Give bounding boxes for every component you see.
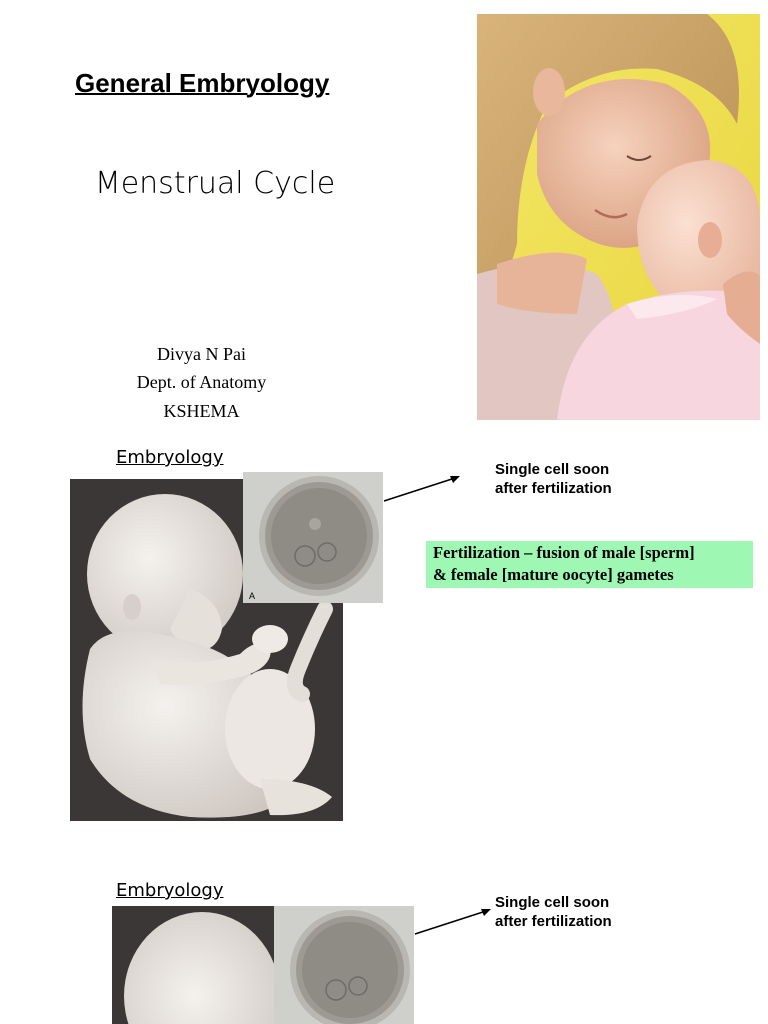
- fertilization-callout: [426, 541, 753, 588]
- micrograph-label: A: [249, 591, 256, 601]
- zygote-micrograph-icon: [243, 472, 383, 603]
- caption-line-2-2: after fertilization: [495, 913, 612, 930]
- caption-line-1: Single cell soon: [495, 461, 610, 478]
- mother-and-baby-photo-icon: [477, 14, 760, 420]
- arrow-icon: [383, 474, 463, 506]
- fetus-photo-icon-2: [112, 906, 274, 1024]
- author-name: Divya N Pai: [157, 344, 246, 364]
- zygote-micrograph-2: [274, 906, 414, 1024]
- page-title: General Embryology: [75, 68, 330, 98]
- caption-line-2: after fertilization: [495, 480, 612, 497]
- mother-baby-photo: [477, 14, 760, 420]
- page-subtitle: Menstrual Cycle: [94, 166, 336, 201]
- section-label-embryology-2: Embryology: [116, 880, 224, 901]
- callout-line-1: Fertilization – fusion of male [sperm]: [433, 543, 695, 562]
- arrow-icon-2: [414, 907, 494, 939]
- callout-line-2: & female [mature oocyte] gametes: [433, 565, 674, 584]
- author-institution: KSHEMA: [163, 401, 240, 421]
- section-label-embryology: Embryology: [116, 447, 224, 468]
- caption-line-1-2: Single cell soon: [495, 894, 610, 911]
- author-department: Dept. of Anatomy: [136, 372, 267, 392]
- zygote-micrograph: [243, 472, 383, 603]
- zygote-micrograph-icon-2: [274, 906, 414, 1024]
- fetus-photo-2: [112, 906, 274, 1024]
